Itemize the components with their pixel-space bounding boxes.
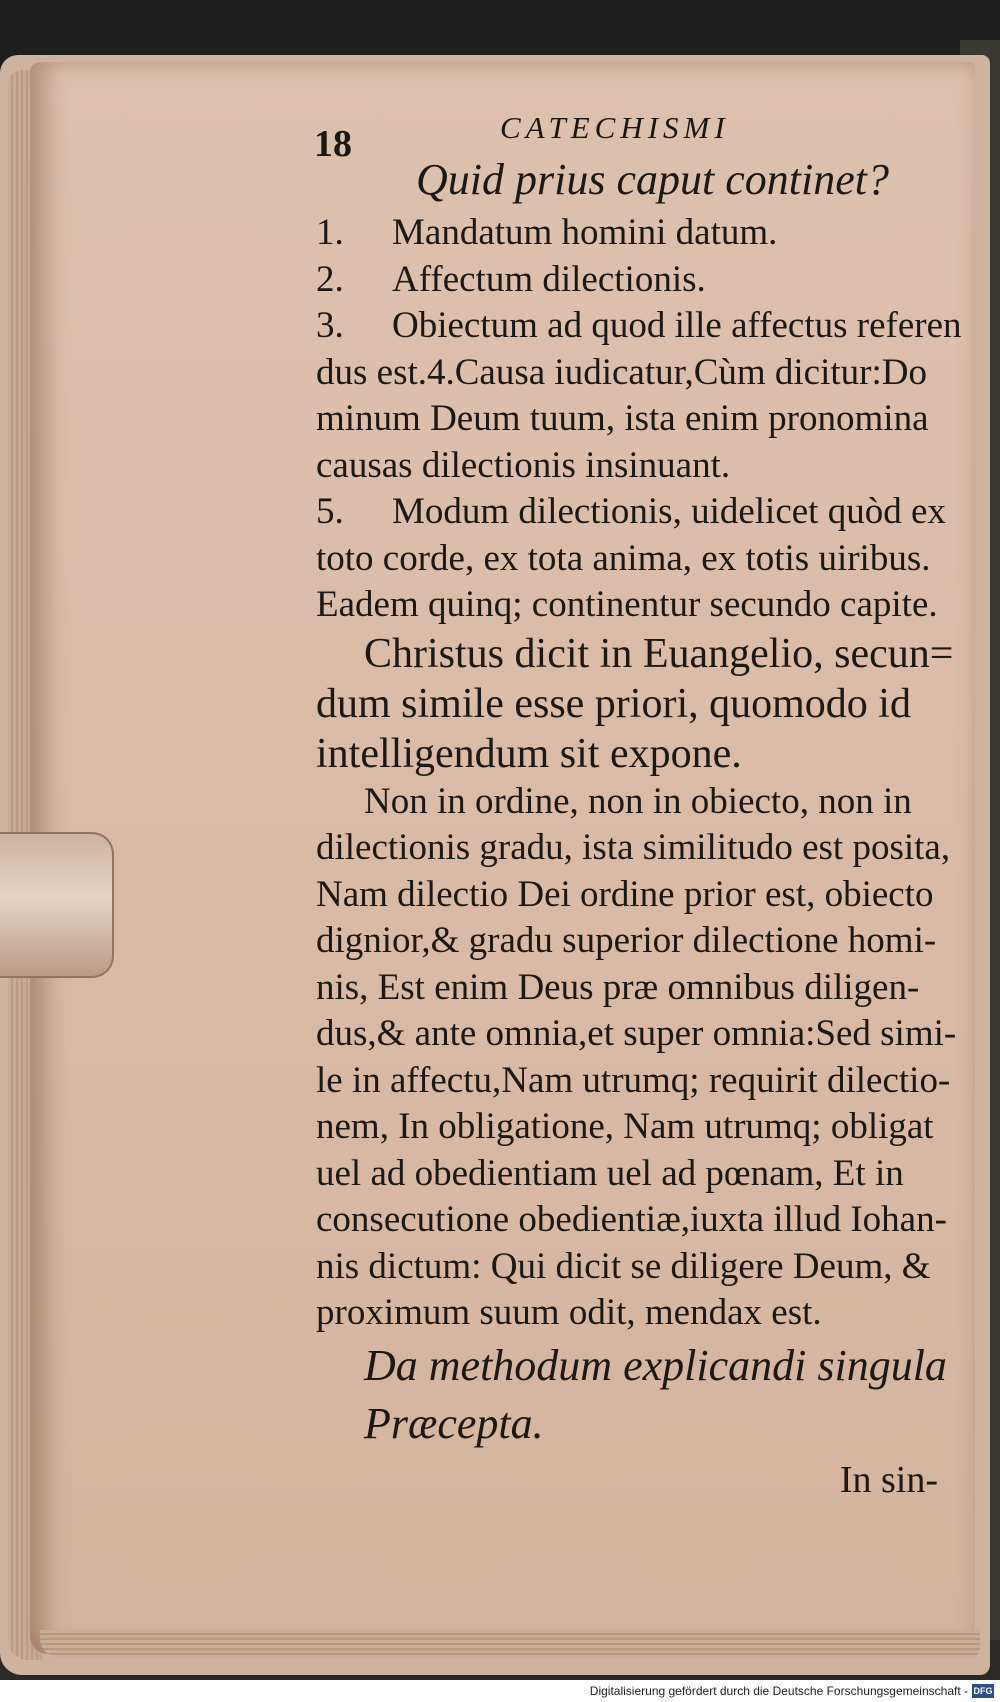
catchword: In sin- xyxy=(839,1458,938,1501)
list-item xyxy=(316,257,976,304)
answer-line: Nam dilectio Dei ordine prior est, obiecto xyxy=(316,873,934,915)
answer-line: le in affectu,Nam utrumq; requirit dilectio- xyxy=(316,1059,951,1101)
text-line: toto corde, ex tota anima, ex totis uiribus. xyxy=(316,537,931,579)
answer-line: dilectionis gradu, ista similitudo est posita, xyxy=(316,827,951,868)
text-line: Eadem quinq; continentur secundo capite. xyxy=(316,584,938,625)
page-number: 18 xyxy=(314,123,352,165)
list-number: 1. xyxy=(316,212,344,253)
answer-line: nis, Est enim Deus præ omnibus diligen- xyxy=(316,966,920,1008)
question-heading-3: Præcepta. xyxy=(364,1398,544,1448)
list-text: Mandatum homini datum. xyxy=(392,212,778,253)
question-heading-2: Christus dicit in Euangelio, secun= xyxy=(364,630,954,677)
book-clasp xyxy=(0,832,114,978)
list-item xyxy=(316,210,976,257)
dfg-logo: DFG xyxy=(973,1686,993,1696)
page-text xyxy=(316,150,976,1503)
answer-line: dus,& ante omnia,et super omnia:Sed simi- xyxy=(316,1013,957,1054)
text-line: minum Deum tuum, ista enim pronomina xyxy=(316,398,929,439)
list-number: 3. xyxy=(316,305,344,346)
list-text: Affectum dilectionis. xyxy=(392,258,706,300)
answer-line: nis dictum: Qui dicit se diligere Deum, & xyxy=(316,1245,931,1287)
answer-line: consecutione obedientiæ,iuxta illud Iohan- xyxy=(316,1199,947,1240)
page-bottom-edges xyxy=(40,1630,980,1658)
list-text: Obiectum ad quod ille affectus referen xyxy=(392,305,962,346)
question-heading-2: dum simile esse priori, quomodo id xyxy=(316,680,911,727)
text-line: causas dilectionis insinuant. xyxy=(316,444,731,486)
footer-credit: Digitalisierung gefördert durch die Deutsche Forschungsgemeinschaft - xyxy=(589,1684,968,1698)
list-text: Modum dilectionis, uidelicet quòd ex xyxy=(392,491,946,532)
list-number: 5. xyxy=(316,491,344,532)
answer-line: dignior,& gradu superior dilectione homi- xyxy=(316,920,937,961)
question-heading-1: Quid prius caput continet? xyxy=(416,155,889,204)
answer-line: Non in ordine, non in obiecto, non in xyxy=(364,780,912,822)
answer-line: nem, In obligatione, Nam utrumq; obligat xyxy=(316,1106,934,1147)
running-head: CATECHISMI xyxy=(500,110,730,145)
text-line: dus est.4.Causa iudicatur,Cùm dicitur:Do xyxy=(316,351,927,393)
answer-line: uel ad obedientiam uel ad pœnam, Et in xyxy=(316,1152,904,1194)
list-item xyxy=(316,303,976,350)
question-heading-3: Da methodum explicandi singula xyxy=(364,1340,947,1390)
question-heading-2: intelligendum sit expone. xyxy=(316,730,742,777)
list-item xyxy=(316,489,976,536)
answer-line: proximum suum odit, mendax est. xyxy=(316,1292,822,1333)
list-number: 2. xyxy=(316,258,344,300)
